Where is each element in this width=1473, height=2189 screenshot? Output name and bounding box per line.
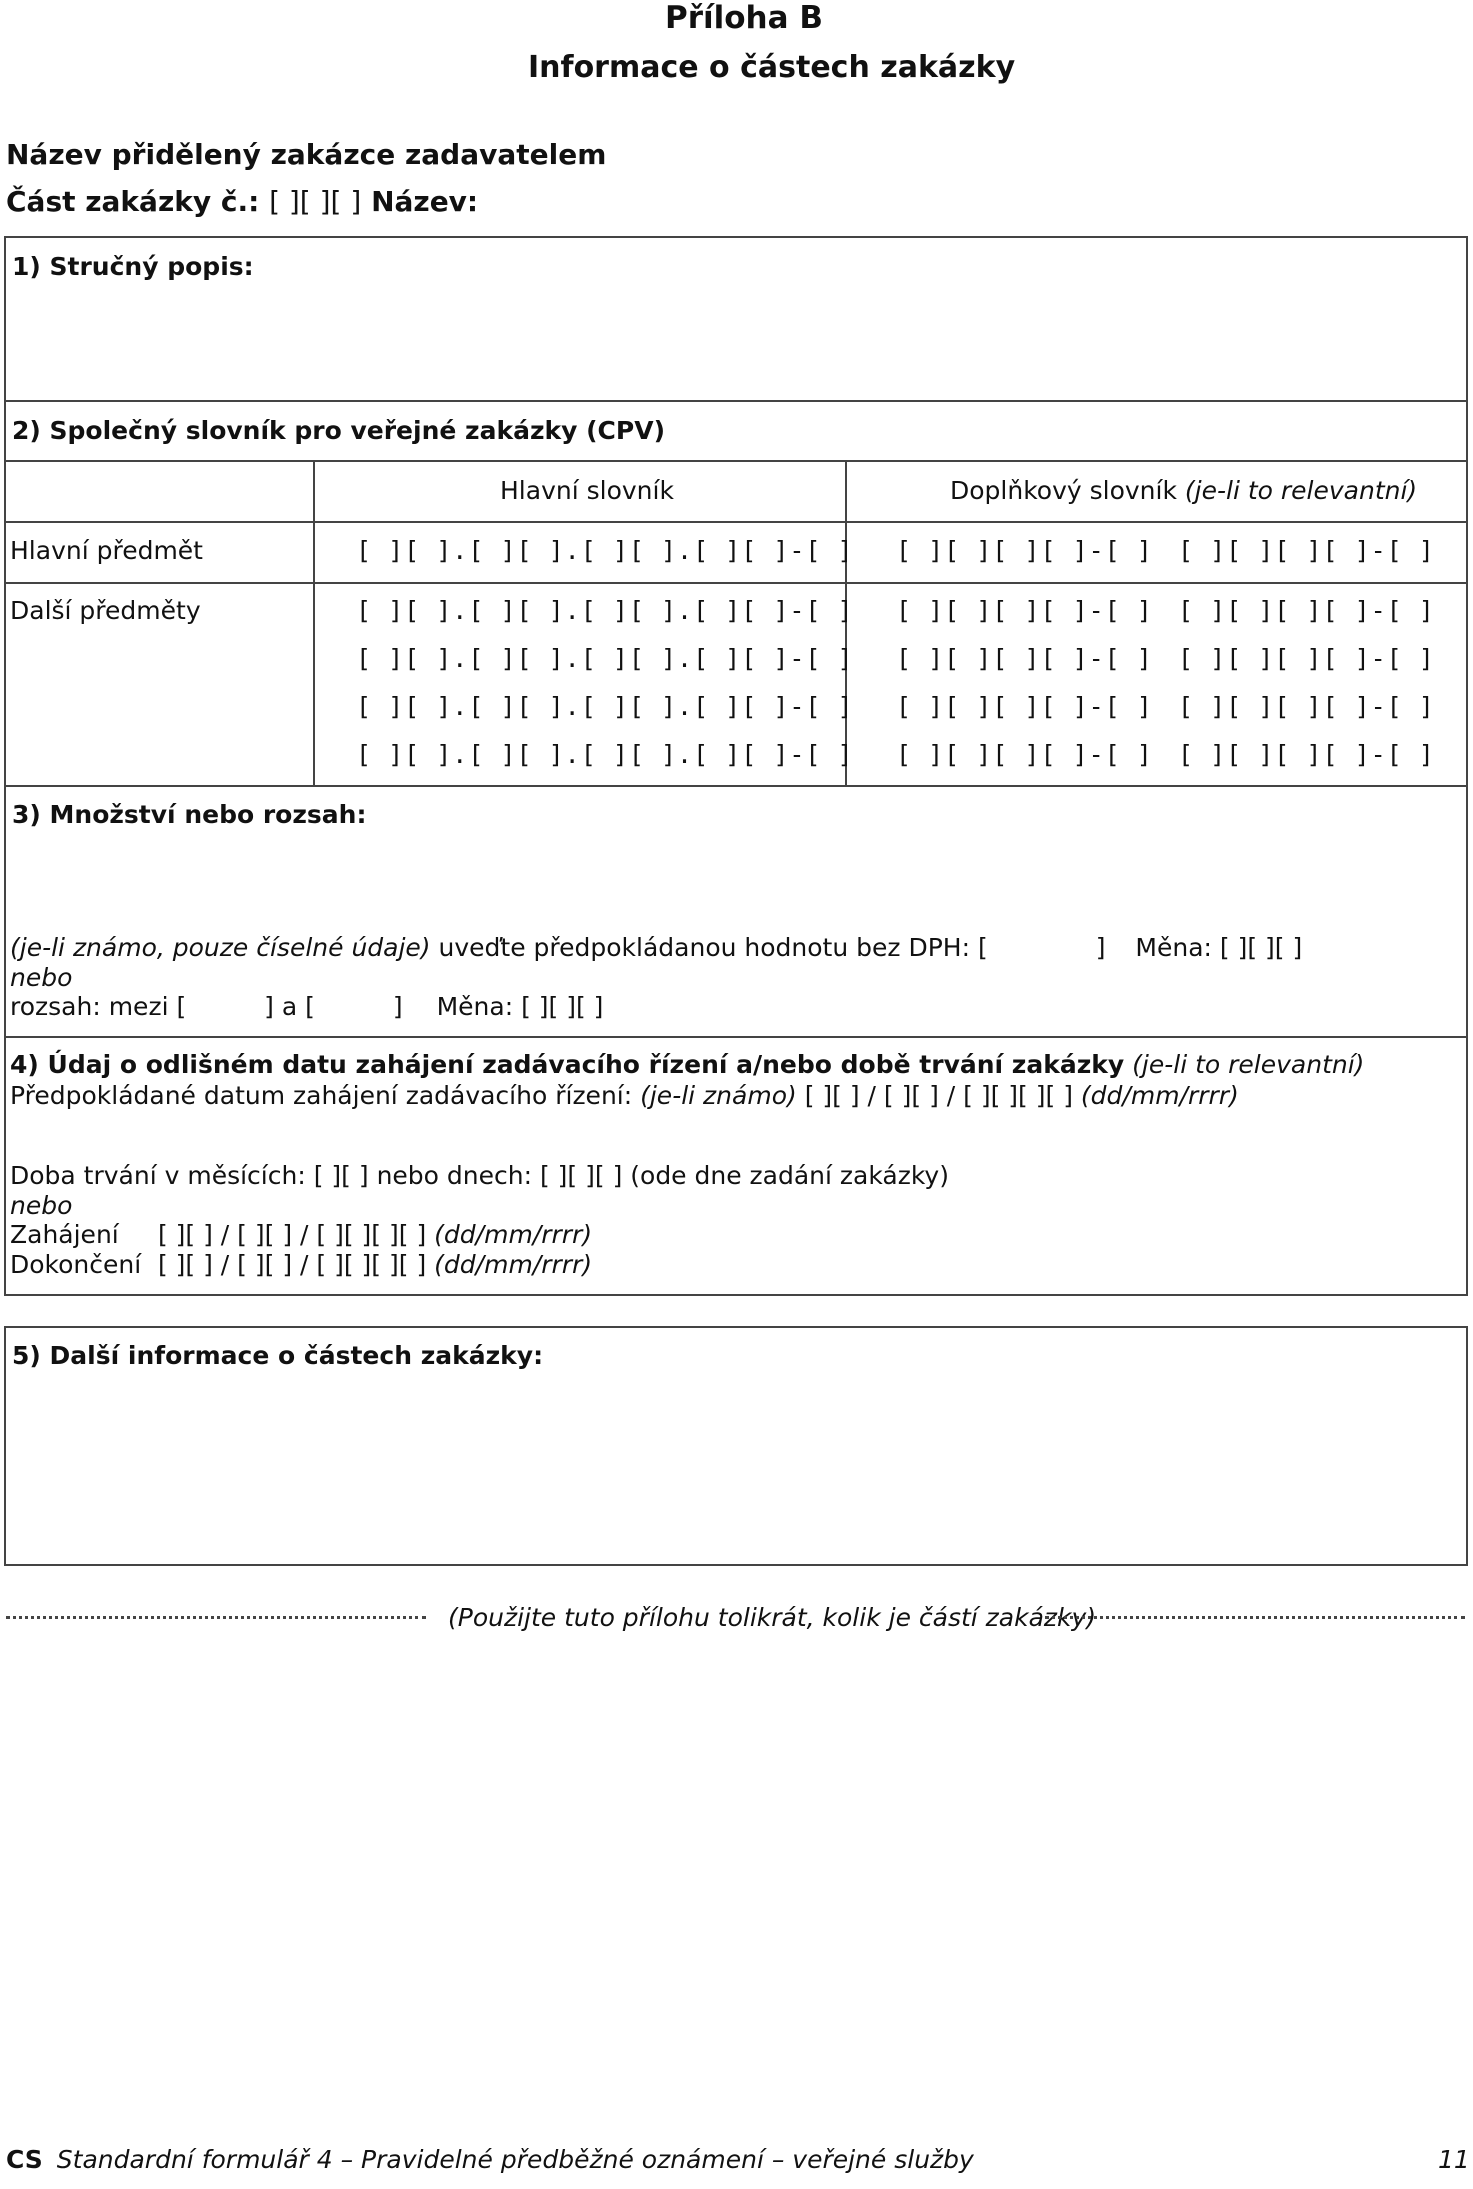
short-description-area[interactable] [6, 246, 1466, 398]
start-date-field[interactable]: [ ][ ] / [ ][ ] / [ ][ ][ ][ ] [157, 1220, 427, 1249]
estimated-value-row [10, 933, 1302, 962]
row-main-object: Hlavní předmět [10, 536, 203, 565]
currency-field[interactable]: Měna: [ ][ ][ ] [1135, 933, 1303, 962]
cpv-main-code[interactable]: [ ][ ].[ ][ ].[ ][ ].[ ][ ]-[ ] [356, 740, 854, 769]
lot-number-label: Část zakázky č.: [6, 185, 260, 218]
repeat-note: (Použijte tuto přílohu tolikrát, kolik je částí zakázky) [448, 1603, 1097, 1632]
divider [313, 460, 315, 785]
section4-heading-row [10, 1050, 1364, 1079]
section1-heading: 1) Stručný popis: [12, 252, 254, 281]
section3-heading: 3) Množství nebo rozsah: [12, 800, 367, 829]
cpv-main-code[interactable]: [ ][ ].[ ][ ].[ ][ ].[ ][ ]-[ ] [356, 596, 854, 625]
annex-subtitle: Informace o částech zakázky [528, 50, 1016, 85]
annex-title: Příloha B [665, 0, 823, 36]
end-date-row [10, 1250, 592, 1279]
range-currency-field[interactable]: Měna: [ ][ ][ ] [436, 992, 604, 1021]
cpv-supp-code[interactable]: [ ][ ][ ][ ]-[ ] [1178, 692, 1435, 721]
cpv-main-code[interactable]: [ ][ ].[ ][ ].[ ][ ].[ ][ ]-[ ] [356, 644, 854, 673]
divider [4, 582, 1468, 584]
divider [4, 521, 1468, 523]
dotted-rule [6, 1616, 426, 1619]
section5-heading: 5) Další informace o částech zakázky: [12, 1341, 544, 1370]
page-footer [6, 2145, 974, 2174]
start-date-label: Zahájení [10, 1220, 119, 1249]
col-supp-label: Doplňkový slovník [950, 476, 1177, 505]
date-format-hint: (dd/mm/rrrr) [434, 1220, 593, 1249]
cpv-supp-code[interactable]: [ ][ ][ ][ ]-[ ] [896, 644, 1153, 673]
divider [4, 785, 1468, 787]
lot-name-label: Název: [371, 185, 479, 218]
or-label: nebo [10, 1191, 73, 1220]
col-supp-vocabulary [950, 476, 1417, 505]
duration-row[interactable]: Doba trvání v měsících: [ ][ ] nebo dnech: [ ][ ][ ] (ode dne zadání zakázky) [10, 1161, 949, 1190]
range-label: rozsah: mezi [ [10, 992, 187, 1021]
dotted-rule [1045, 1616, 1465, 1619]
lot-number-field[interactable]: [ ][ ][ ] [269, 185, 362, 218]
range-row [10, 992, 603, 1021]
value-close: ] [1095, 933, 1106, 962]
range-close: ] [392, 992, 403, 1021]
or-label: nebo [10, 963, 73, 992]
cpv-supp-code[interactable]: [ ][ ][ ][ ]-[ ] [1178, 740, 1435, 769]
cpv-main-code[interactable]: [ ][ ].[ ][ ].[ ][ ].[ ][ ]-[ ] [356, 536, 854, 565]
cpv-main-code[interactable]: [ ][ ].[ ][ ].[ ][ ].[ ][ ]-[ ] [356, 692, 854, 721]
section2-heading: 2) Společný slovník pro veřejné zakázky (CPV) [12, 416, 665, 445]
divider [4, 400, 1468, 402]
end-date-label: Dokončení [10, 1250, 142, 1279]
divider [4, 460, 1468, 462]
value-note: (je-li známo, pouze číselné údaje) [10, 933, 431, 962]
cpv-supp-code[interactable]: [ ][ ][ ][ ]-[ ] [896, 536, 1153, 565]
section4-heading: 4) Údaj o odlišném datu zahájení zadávacího řízení a/nebo době trvání zakázky [10, 1050, 1125, 1079]
section4-note: (je-li to relevantní) [1132, 1050, 1365, 1079]
procedure-start-date-field[interactable]: [ ][ ] / [ ][ ] / [ ][ ][ ][ ] [804, 1081, 1073, 1110]
cpv-supp-code[interactable]: [ ][ ][ ][ ]-[ ] [896, 740, 1153, 769]
end-date-field[interactable]: [ ][ ] / [ ][ ] / [ ][ ][ ][ ] [157, 1250, 427, 1279]
row-other-objects: Další předměty [10, 596, 201, 625]
procedure-start-row [10, 1081, 1239, 1110]
col-supp-note: (je-li to relevantní) [1184, 476, 1418, 505]
procedure-start-label: Předpokládané datum zahájení zadávacího řízení: [10, 1081, 633, 1110]
footer-lang: CS [6, 2145, 43, 2174]
col-main-vocabulary: Hlavní slovník [500, 476, 674, 505]
date-format-hint: (dd/mm/rrrr) [1080, 1081, 1239, 1110]
page-number: 11 [1438, 2145, 1470, 2174]
date-format-hint: (dd/mm/rrrr) [434, 1250, 593, 1279]
divider [4, 1036, 1468, 1038]
range-and: ] a [ [264, 992, 315, 1021]
value-text: uveďte předpokládanou hodnotu bez DPH: [ [438, 933, 988, 962]
cpv-supp-code[interactable]: [ ][ ][ ][ ]-[ ] [896, 596, 1153, 625]
lot-number-row [6, 185, 478, 218]
cpv-supp-code[interactable]: [ ][ ][ ][ ]-[ ] [1178, 644, 1435, 673]
procedure-start-note: (je-li známo) [640, 1081, 797, 1110]
cpv-supp-code[interactable]: [ ][ ][ ][ ]-[ ] [1178, 536, 1435, 565]
cpv-supp-code[interactable]: [ ][ ][ ][ ]-[ ] [896, 692, 1153, 721]
cpv-supp-code[interactable]: [ ][ ][ ][ ]-[ ] [1178, 596, 1435, 625]
footer-form-name: Standardní formulář 4 – Pravidelné předběžné oznámení – veřejné služby [56, 2145, 974, 2174]
start-date-row [10, 1220, 592, 1249]
contract-name-label: Název přidělený zakázce zadavatelem [6, 138, 607, 171]
